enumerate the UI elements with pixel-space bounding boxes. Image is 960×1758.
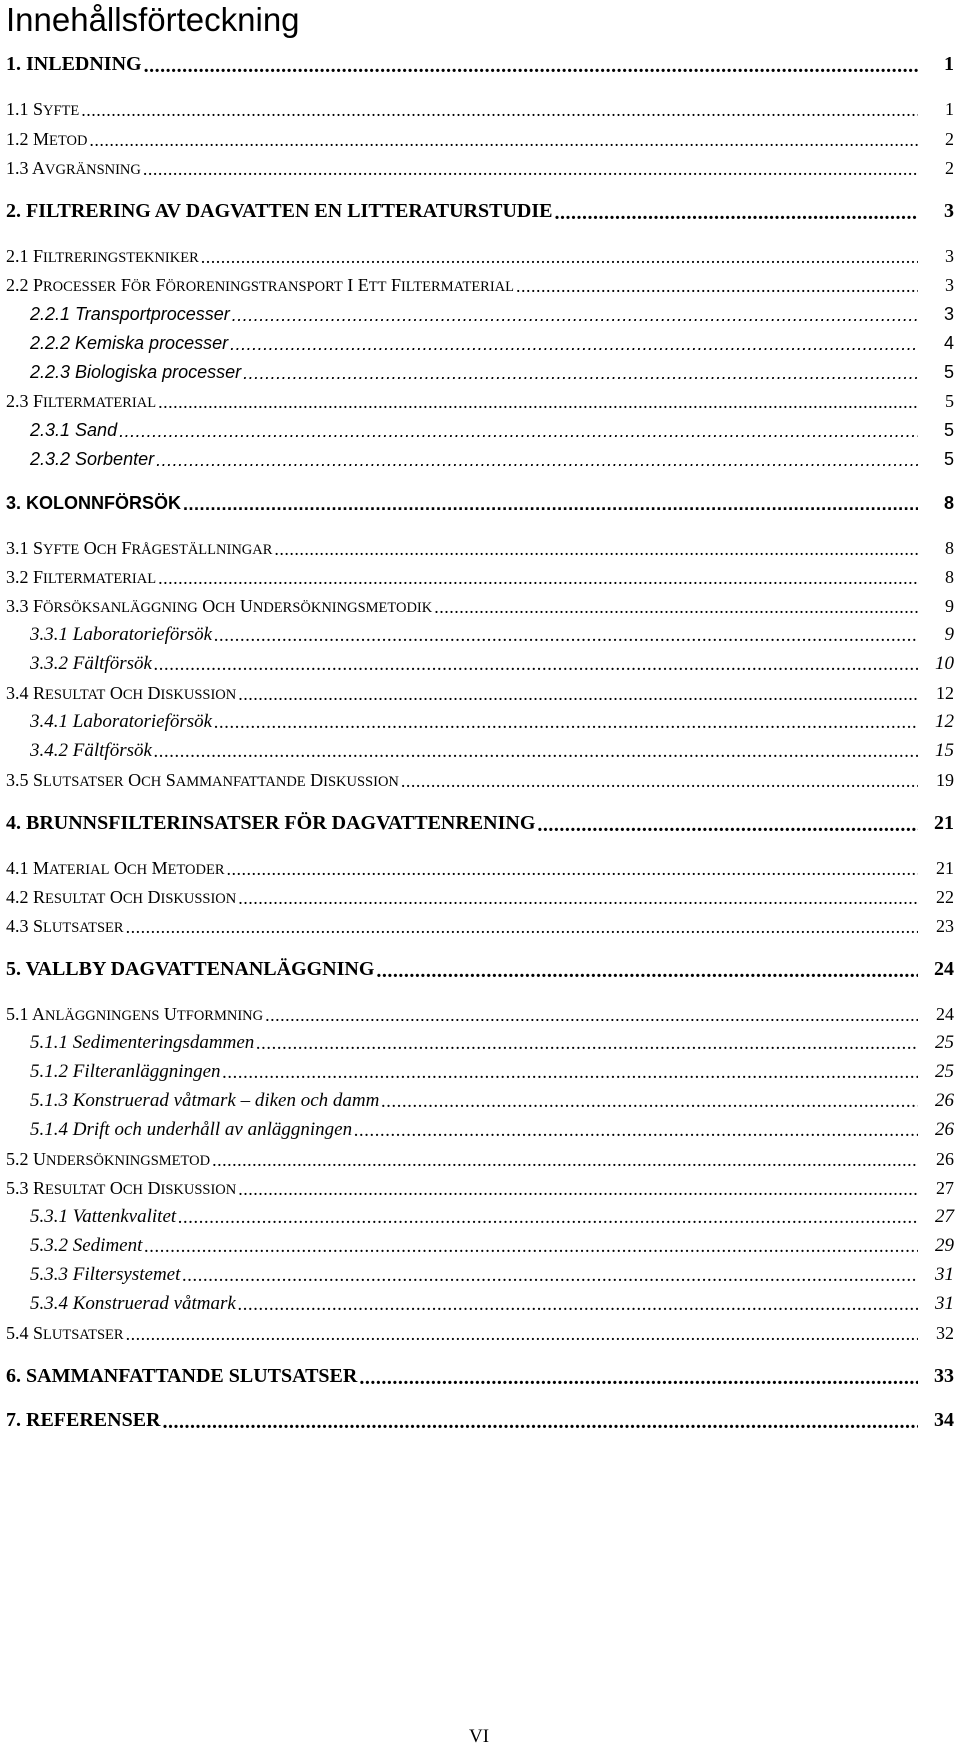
toc-entry[interactable]: [0, 855, 954, 879]
dot-leader: [126, 1325, 920, 1343]
toc-entry-label: 3.1 SYFTE OCH FRÅGESTÄLLNINGAR: [6, 538, 273, 558]
dot-leader: [201, 248, 920, 266]
dot-leader: [227, 860, 920, 878]
toc-entry-page: 26: [918, 1119, 954, 1141]
toc-entry-page: 3: [918, 200, 954, 223]
dot-leader: [178, 1209, 920, 1227]
toc-entry[interactable]: [0, 738, 954, 762]
dot-leader: [154, 743, 920, 761]
toc-entry-page: 3: [918, 275, 954, 296]
dot-leader: [183, 495, 920, 513]
dot-leader: [243, 364, 920, 382]
toc-entry[interactable]: [0, 96, 954, 120]
toc-entry-label: 2.1 FILTRERINGSTEKNIKER: [6, 246, 199, 266]
toc-entry-page: 10: [918, 653, 954, 675]
toc-entry-label: 4.2 RESULTAT OCH DISKUSSION: [6, 887, 237, 907]
toc-entry[interactable]: [0, 593, 954, 617]
toc-entry[interactable]: [0, 1146, 954, 1170]
toc-entry[interactable]: [0, 155, 954, 179]
toc-entry-page: 24: [918, 958, 954, 981]
toc-entry-label: 5.3.3 Filtersystemet: [30, 1264, 181, 1285]
page-number-text: VI: [468, 1726, 490, 1747]
toc-entry-label: 2.3 FILTERMATERIAL: [6, 391, 157, 411]
toc-entry[interactable]: [0, 446, 954, 470]
dot-leader: [274, 540, 920, 558]
dot-leader: [359, 1369, 920, 1387]
dot-leader: [230, 335, 920, 353]
toc-entry[interactable]: [0, 243, 954, 267]
toc-entry-page: 2: [918, 129, 954, 150]
dot-leader: [212, 1151, 920, 1169]
toc-entry-page: 15: [918, 740, 954, 762]
toc-entry-page: 24: [918, 1004, 954, 1025]
toc-entry-label: 4.3 SLUTSATSER: [6, 916, 124, 936]
dot-leader: [144, 1238, 920, 1256]
toc-entry-label: 3.4.1 Laboratorieförsök: [30, 711, 213, 732]
toc-entry-label: 2.3.1 Sand: [30, 420, 118, 440]
dot-leader: [126, 918, 920, 936]
dot-leader: [162, 1413, 920, 1431]
page-title: Innehållsförteckning: [6, 1, 300, 38]
dot-leader: [182, 1267, 920, 1285]
toc-entry[interactable]: [0, 330, 954, 354]
toc-entry[interactable]: [0, 388, 954, 412]
toc-entry[interactable]: [0, 1001, 954, 1025]
toc-entry-page: 25: [918, 1032, 954, 1054]
toc-entry-page: 25: [918, 1061, 954, 1083]
toc-entry[interactable]: [0, 272, 954, 296]
toc-entry[interactable]: [0, 651, 954, 675]
dot-leader: [223, 1064, 920, 1082]
toc-entry-label: 5.3 RESULTAT OCH DISKUSSION: [6, 1178, 237, 1198]
toc-entry[interactable]: [0, 199, 954, 223]
dot-leader: [143, 160, 920, 178]
toc-entry[interactable]: [0, 1088, 954, 1112]
toc-entry-page: 22: [918, 887, 954, 908]
toc-entry-label: 1.1 SYFTE: [6, 99, 80, 119]
toc-entry-label: 4.1 MATERIAL OCH METODER: [6, 858, 225, 878]
toc-entry-label: 6. SAMMANFATTANDE SLUTSATSER: [6, 1365, 358, 1387]
toc-entry[interactable]: [0, 1364, 954, 1388]
toc-entry-page: 31: [918, 1264, 954, 1286]
toc-entry-page: 21: [918, 858, 954, 879]
toc-entry[interactable]: [0, 1175, 954, 1199]
toc-entry[interactable]: [0, 126, 954, 150]
toc-entry-page: 27: [918, 1206, 954, 1228]
toc-entry-page: 21: [918, 812, 954, 835]
dot-leader: [214, 714, 920, 732]
toc-entry[interactable]: [0, 1262, 954, 1286]
toc-entry[interactable]: [0, 417, 954, 441]
toc-entry[interactable]: [0, 490, 954, 514]
toc-entry-label: 5.1.1 Sedimenteringsdammen: [30, 1032, 255, 1053]
toc-entry-label: 2.2.1 Transportprocesser: [30, 304, 230, 324]
toc-entry-label: 3.4 RESULTAT OCH DISKUSSION: [6, 683, 237, 703]
toc-entry[interactable]: [0, 1408, 954, 1432]
toc-entry-label: 1. INLEDNING: [6, 53, 142, 75]
toc-entry-label: 5.3.2 Sediment: [30, 1235, 143, 1256]
dot-leader: [144, 57, 920, 75]
toc-entry-page: 19: [918, 770, 954, 791]
dot-leader: [119, 422, 920, 440]
toc-entry-label: 3.3.1 Laboratorieförsök: [30, 624, 213, 645]
page-number: [0, 1726, 960, 1748]
toc-entry-page: 12: [918, 683, 954, 704]
dot-leader: [238, 889, 920, 907]
toc-entry[interactable]: [0, 884, 954, 908]
dot-leader: [214, 627, 920, 645]
toc-entry[interactable]: [0, 359, 954, 383]
toc-entry-label: 5.1.2 Filteranläggningen: [30, 1061, 221, 1082]
toc-entry-label: 5.4 SLUTSATSER: [6, 1323, 124, 1343]
toc-entry-page: 3: [918, 304, 954, 325]
toc-entry-page: 33: [918, 1365, 954, 1388]
toc-entry-page: 34: [918, 1409, 954, 1432]
toc-entry-page: 8: [918, 567, 954, 588]
toc-entry-page: 5: [918, 420, 954, 441]
toc-entry-page: 5: [918, 391, 954, 412]
dot-leader: [516, 277, 920, 295]
dot-leader: [232, 306, 920, 324]
toc-entry[interactable]: [0, 564, 954, 588]
dot-leader: [434, 598, 920, 616]
toc-entry-page: 23: [918, 916, 954, 937]
toc-entry-label: 7. REFERENSER: [6, 1409, 161, 1431]
toc-entry-label: 5.1.4 Drift och underhåll av anläggningen: [30, 1119, 353, 1140]
dot-leader: [554, 204, 920, 222]
toc-entry-label: 1.3 AVGRÄNSNING: [6, 158, 141, 178]
toc-entry-label: 5.1.3 Konstruerad våtmark – diken och damm: [30, 1090, 380, 1111]
toc-entry[interactable]: [0, 680, 954, 704]
toc-entry-page: 9: [918, 596, 954, 617]
toc-entry[interactable]: [0, 1117, 954, 1141]
toc-entry-page: 8: [918, 493, 954, 514]
toc-entry[interactable]: [0, 1030, 954, 1054]
dot-leader: [156, 451, 920, 469]
toc-entry-label: 2.2 PROCESSER FÖR FÖRORENINGSTRANSPORT I ETT FILTERMATERIAL: [6, 275, 515, 295]
dot-leader: [265, 1006, 920, 1024]
toc-entry-page: 32: [918, 1323, 954, 1344]
toc-entry-label: 3.5 SLUTSATSER OCH SAMMANFATTANDE DISKUSSION: [6, 770, 399, 790]
toc-entry-page: 5: [918, 449, 954, 470]
toc-entry[interactable]: [0, 957, 954, 981]
toc-entry-label: 3.4.2 Fältförsök: [30, 740, 152, 761]
toc-entry-page: 9: [918, 624, 954, 646]
toc-entry[interactable]: [0, 811, 954, 835]
toc-entry-label: 3.3.2 Fältförsök: [30, 653, 152, 674]
toc-entry-label: 3. KOLONNFÖRSÖK: [6, 493, 182, 513]
dot-leader: [89, 131, 920, 149]
toc-entry[interactable]: [0, 709, 954, 733]
toc-entry-page: 3: [918, 246, 954, 267]
toc-entry-page: 1: [918, 99, 954, 120]
toc-entry[interactable]: [0, 1204, 954, 1228]
toc-entry[interactable]: [0, 301, 954, 325]
toc-entry[interactable]: [0, 767, 954, 791]
dot-leader: [158, 569, 920, 587]
toc-entry-label: 5.2 UNDERSÖKNINGSMETOD: [6, 1149, 211, 1169]
dot-leader: [238, 685, 920, 703]
toc-entry-page: 5: [918, 362, 954, 383]
toc-entry-label: 2.2.2 Kemiska processer: [30, 333, 229, 353]
dot-leader: [401, 772, 920, 790]
toc-entry-page: 26: [918, 1149, 954, 1170]
toc-entry[interactable]: [0, 622, 954, 646]
toc-entry-page: 4: [918, 333, 954, 354]
toc-entry[interactable]: [0, 913, 954, 937]
toc-entry-page: 29: [918, 1235, 954, 1257]
toc-entry-page: 2: [918, 158, 954, 179]
toc-entry[interactable]: [0, 1291, 954, 1315]
toc-entry-label: 5.3.1 Vattenkvalitet: [30, 1206, 177, 1227]
toc-entry[interactable]: [0, 1059, 954, 1083]
toc-entry-label: 5.3.4 Konstruerad våtmark: [30, 1293, 236, 1314]
toc-entry[interactable]: [0, 52, 954, 76]
toc-entry[interactable]: [0, 1233, 954, 1257]
dot-leader: [154, 656, 920, 674]
toc-entry-label: 5. VALLBY DAGVATTENANLÄGGNING: [6, 958, 375, 980]
dot-leader: [354, 1122, 920, 1140]
toc-entry[interactable]: [0, 1320, 954, 1344]
toc-entry-page: 1: [918, 53, 954, 76]
toc-entry-label: 2. FILTRERING AV DAGVATTEN EN LITTERATURSTUDIE: [6, 200, 553, 222]
toc-entry-label: 2.2.3 Biologiska processer: [30, 362, 242, 382]
toc-entry-label: 1.2 METOD: [6, 129, 88, 149]
toc-entry-label: 3.2 FILTERMATERIAL: [6, 567, 157, 587]
toc-entry[interactable]: [0, 535, 954, 559]
toc-entry-label: 5.1 ANLÄGGNINGENS UTFORMNING: [6, 1004, 264, 1024]
toc-entry-page: 26: [918, 1090, 954, 1112]
toc-entry-label: 3.3 FÖRSÖKSANLÄGGNING OCH UNDERSÖKNINGSMETODIK: [6, 596, 433, 616]
dot-leader: [158, 393, 920, 411]
toc-entry-page: 12: [918, 711, 954, 733]
toc-entry-page: 31: [918, 1293, 954, 1315]
toc-entry-page: 8: [918, 538, 954, 559]
dot-leader: [376, 962, 920, 980]
toc-entry-label: 4. BRUNNSFILTERINSATSER FÖR DAGVATTENRENING: [6, 812, 536, 834]
dot-leader: [381, 1093, 920, 1111]
toc-entry-label: 2.3.2 Sorbenter: [30, 449, 155, 469]
dot-leader: [238, 1180, 920, 1198]
dot-leader: [238, 1296, 920, 1314]
dot-leader: [256, 1035, 920, 1053]
dot-leader: [81, 101, 920, 119]
dot-leader: [537, 816, 920, 834]
toc-entry-page: 27: [918, 1178, 954, 1199]
